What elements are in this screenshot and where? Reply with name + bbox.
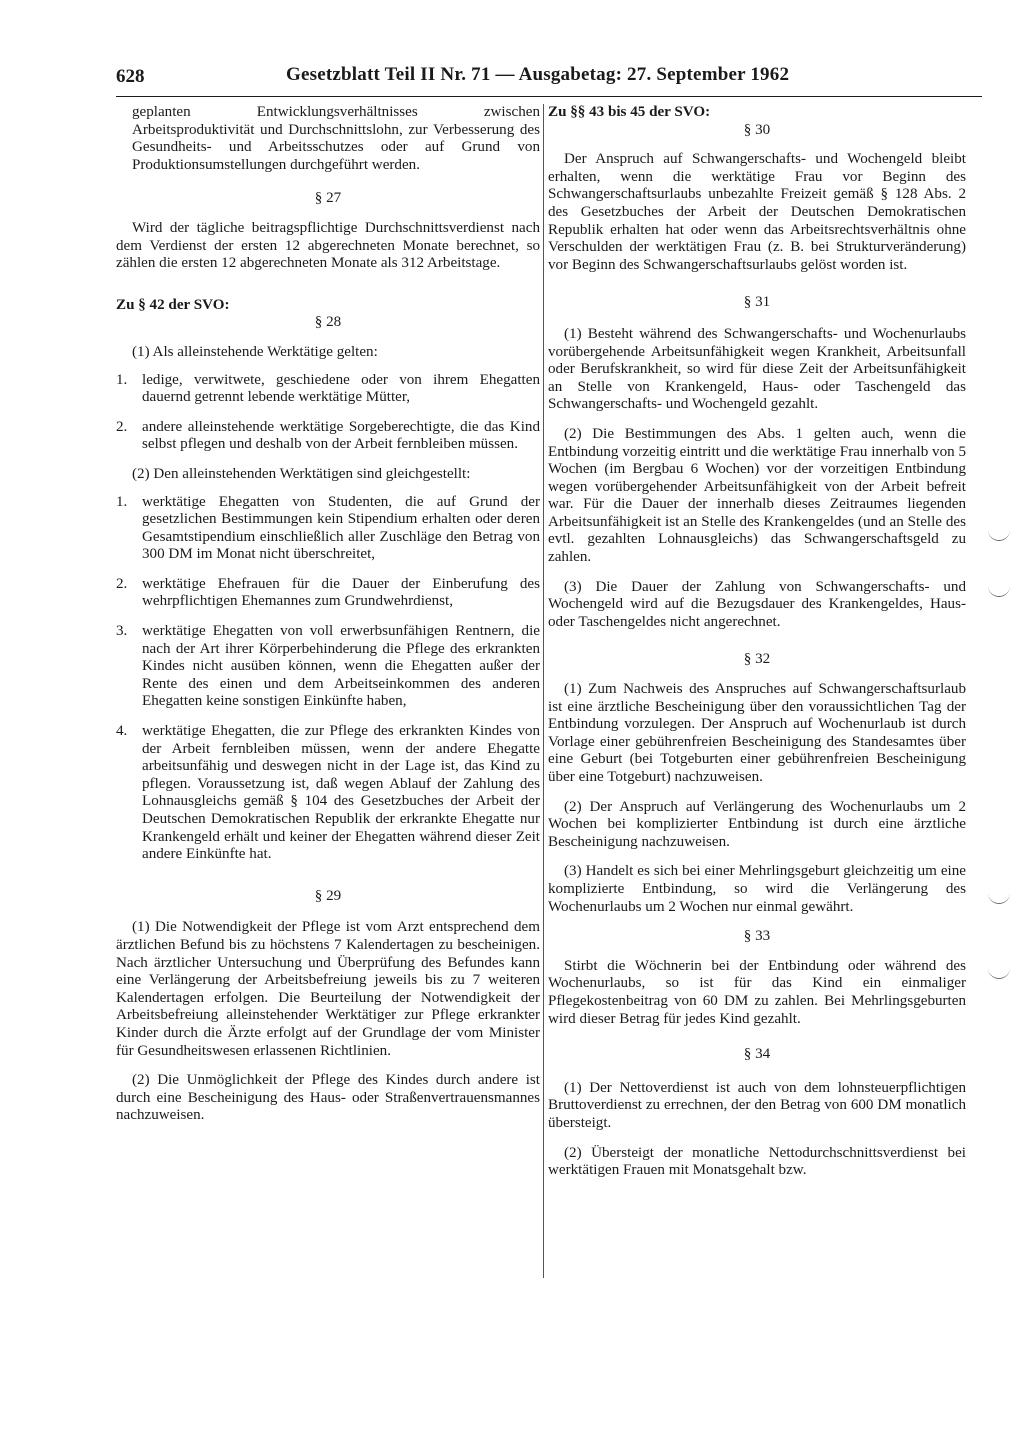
list-text: werktätige Ehegatten von voll erwerbsunfähigen Rentnern, die nach der Art ihrer Körperbehinderung die Pflege des erkrankten Kindes nicht ausüben können, wenn die Ehegatten außer der Rente des einen und dem Arbeitseinkommen des anderen Ehegatten keine sonstigen Einkünfte haben, [142,623,540,710]
section-28-para-1: (1) Als alleinstehende Werktätige gelten: [132,343,378,360]
section-32-para-3: (3) Handelt es sich bei einer Mehrlingsgeburt gleichzeitig um eine komplizierte Entbindung, so wird die Verlängerung des Wochenurlaubs um 2 Wochen nur einmal gewährt. [548,863,966,915]
section-34-title: § 34 [743,1046,771,1063]
list-number: 2. [116,575,128,592]
list-text: werktätige Ehefrauen für die Dauer der Einberufung des wehrpflichtigen Ehemannes zum Grundwehrdienst, [142,575,540,610]
section-27-title: § 27 [314,190,342,207]
section-31-para-2: (2) Die Bestimmungen des Abs. 1 gelten auch, wenn die Entbindung vorzeitig eintritt und die werktätige Frau innerhalb von 5 Wochen (im Bergbau 6 Wochen) vor der vorzeitigen Entbindung wegen vorübergehender Arbeitsunfähigkeit von der Arbeit befreit war. Für die Dauer der innerhalb dieses Zeitraumes liegenden Arbeitsunfähigkeit ist an Stelle des Krankengeldes (und an Stelle des evtl. gezahlten Lohnausgleichs) das Schwangerschaftsgeld zu zahlen. [548,425,966,566]
list-item [116,723,540,864]
section-31-para-3: (3) Die Dauer der Zahlung von Schwangerschafts- und Wochengeld wird auf die Bezugsdauer des Krankengeldes, Haus- oder Taschengeldes nicht angerechnet. [548,578,966,630]
margin-mark [988,586,1010,597]
page-number: 628 [116,66,145,87]
section-34-para-2: (2) Übersteigt der monatliche Nettodurchschnittsverdienst bei werktätigen Frauen mit Monatsgehalt bzw. [548,1144,966,1179]
heading-svo-43-45: Zu §§ 43 bis 45 der SVO: [548,104,711,120]
heading-svo-42: Zu § 42 der SVO: [116,296,230,313]
section-33-text: Stirbt die Wöchnerin bei der Entbindung oder während des Wochenurlaubs, so ist für das Kind ein einmaliger Pflegekostenbeitrag von 60 DM zu zahlen. Bei Mehrlingsgeburten wird dieser Betrag für jedes Kind gezahlt. [548,957,966,1027]
list-text: werktätige Ehegatten, die zur Pflege des erkrankten Kindes von der Arbeit fernbleiben müssen, wenn der andere Ehegatte arbeitsunfähig und deswegen nicht in der Lage ist, das Kind zu pflegen. Voraussetzung ist, daß wegen Ablauf der Zahlung des Lohnausgleichs gemäß § 104 des Gesetzbuches der Arbeit der Deutschen Demokratischen Republik der erkrankte Ehegatte nur Krankengeld erhält und keiner der Ehegatten während dieser Zeit andere Einkünfte hat. [142,723,540,863]
list-number: 1. [116,371,128,388]
section-32-para-1: (1) Zum Nachweis des Anspruches auf Schwangerschaftsurlaub ist eine ärztliche Bescheinigung über den voraussichtlichen Tag der Entbindung vorzulegen. Der Anspruch auf Wochenurlaub ist durch Vorlage einer gebührenfreien Bescheinigung des Standesamtes über eine Geburt (bei Totgeburten einer gebührenfreien Bescheinigung über eine Totgeburt) nachzuweisen. [548,681,966,785]
gazette-title: Gesetzblatt Teil II Nr. 71 — Ausgabetag: 27. September 1962 [286,64,790,85]
list-item [116,623,540,711]
list-text: werktätige Ehegatten von Studenten, die auf Grund der gesetzlichen Bestimmungen kein Stipendium erhalten oder deren Gesamtstipendium einschließlich aller Zuschläge den Betrag von 300 DM im Monat nicht überschreitet, [142,493,540,563]
list-text: andere alleinstehende werktätige Sorgeberechtigte, die das Kind selbst pflegen und deshalb von der Arbeit fernbleiben müssen. [142,418,540,453]
list-number: 3. [116,623,128,640]
margin-mark [988,893,1010,904]
paragraph-26-continuation: geplanten Entwicklungsverhältnisses zwischen Arbeitsproduktivität und Durchschnittslohn, zur Verbesserung des Gesundheits- und Arbeitsschutzes oder auf Grund von Produktionsumstellungen durchgeführt werden. [132,104,540,173]
list-number: 2. [116,418,128,435]
section-31-para-1: (1) Besteht während des Schwangerschafts- und Wochenurlaubs vorübergehende Arbeitsunfähigkeit wegen Krankheit, Arbeitsunfall oder Berufskrankheit, so wird für diese Zeit der Arbeitsunfähigkeit an Stelle von Krankengeld, Haus- oder Taschengeld das Schwangerschafts- und Wochengeld gezahlt. [548,325,966,413]
list-text: ledige, verwitwete, geschiedene oder von ihrem Ehegatten dauernd getrennt lebende werktätige Mütter, [142,371,540,406]
column-divider [543,104,544,1278]
section-28-para-2: (2) Den alleinstehenden Werktätigen sind gleichgestellt: [132,465,471,482]
section-30-text: Der Anspruch auf Schwangerschafts- und Wochengeld bleibt erhalten, wenn die werktätige Frau vor Beginn des Schwangerschaftsurlaubs unbezahlte Freizeit gemäß § 128 Abs. 2 des Gesetzbuches der Arbeit der Deutschen Demokratischen Republik erhalten hat oder wenn das Arbeitsrechtsverhältnis ohne Verschulden der werktätigen Frau (z. B. bei Strukturveränderung) vor Beginn des Schwangerschaftsurlaubs gelöst worden ist. [548,151,966,273]
list-item [116,494,540,564]
list-number: 4. [116,723,128,740]
section-29-para-2: (2) Die Unmöglichkeit der Pflege des Kindes durch andere ist durch eine Bescheinigung des Haus- oder Straßenvertrauensmannes nachzuweisen. [116,1072,540,1124]
section-34-para-1: (1) Der Nettoverdienst ist auch von dem lohnsteuerpflichtigen Bruttoverdienst zu errechnen, der den Betrag von 600 DM monatlich übersteigt. [548,1079,966,1131]
section-30-title: § 30 [743,121,771,138]
section-32-title: § 32 [743,651,771,668]
list-number: 1. [116,493,128,510]
section-28-title: § 28 [314,314,342,331]
list-item [116,576,540,611]
margin-mark [988,530,1010,541]
list-item [116,372,540,407]
section-32-para-2: (2) Der Anspruch auf Verlängerung des Wochenurlaubs um 2 Wochen bei komplizierter Entbindung ist durch eine ärztliche Bescheinigung nachzuweisen. [548,798,966,850]
section-27-text: Wird der tägliche beitragspflichtige Durchschnittsverdienst nach dem Verdienst der ersten 12 abgerechneten Monate berechnet, so zählen die ersten 12 abgerechneten Monate als 312 Arbeitstage. [116,219,540,272]
margin-mark [988,968,1010,979]
section-29-para-1: (1) Die Notwendigkeit der Pflege ist vom Arzt entsprechend dem ärztlichen Befund bis zu höchstens 7 Kalendertagen zu bescheinigen. Nach ärztlicher Untersuchung und Überprüfung des Befundes kann eine Verlängerung der Arbeitsbefreiung jeweils bis zu 7 weiteren Kalendertagen erfolgen. Die Beurteilung der Notwendigkeit der Arbeitsbefreiung alleinstehender Werktätiger zur Pflege erkrankter Kinder durch die Ärzte erfolgt auf der Grundlage der vom Minister für Gesundheitswesen erlassenen Richtlinien. [116,919,540,1059]
section-31-title: § 31 [743,294,771,311]
page-header [116,62,982,97]
section-33-title: § 33 [743,928,771,945]
right-column [548,104,966,1180]
left-column [116,104,540,1125]
section-29-title: § 29 [314,887,342,904]
list-item [116,419,540,454]
